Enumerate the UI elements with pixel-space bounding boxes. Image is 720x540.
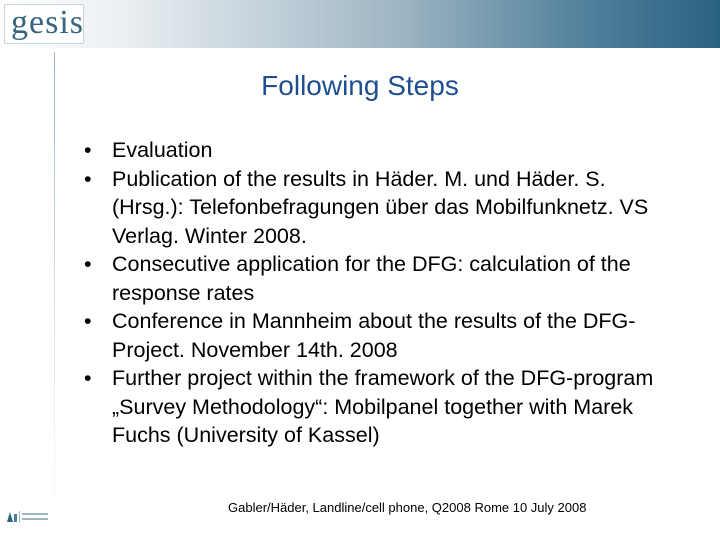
slide-footer: Gabler/Häder, Landline/cell phone, Q2008 Rome 10 July 2008 [228,500,587,515]
bullet-item [80,364,680,450]
bullet-icon: • [84,166,92,191]
bullet-icon: • [84,366,92,390]
bullet-icon: • [84,252,92,276]
slide-title [0,70,720,102]
institute-logo-icon [4,506,52,526]
gesis-logo [4,4,84,44]
bullet-item [80,165,680,251]
bullet-item [80,136,680,165]
bullet-text: Conference in Mannheim about the results of the DFG-Project. November 14th. 2008 [112,309,636,362]
bullet-text: Publication of the results in Häder. M. und Häder. S. (Hrsg.): Telefonbefragungen über das Mobilfunknetz. VS Verlag. Winter 2008. [112,166,649,248]
bullet-item [80,307,680,364]
slide-title-text: Following Steps [261,70,459,101]
bullet-text: Further project within the framework of the DFG-program „Survey Methodology“: Mobilpanel together with Marek Fuchs (University of Kassel) [112,366,654,447]
bullet-text: Consecutive application for the DFG: calculation of the response rates [112,252,631,305]
header-band [0,0,720,48]
logo-text: gesis [11,4,84,41]
bullet-icon: • [84,309,92,333]
bullet-icon: • [84,138,92,162]
bullet-item [80,250,680,307]
bullet-text: Evaluation [112,138,213,162]
left-divider [54,52,55,530]
bullet-list [80,136,680,450]
